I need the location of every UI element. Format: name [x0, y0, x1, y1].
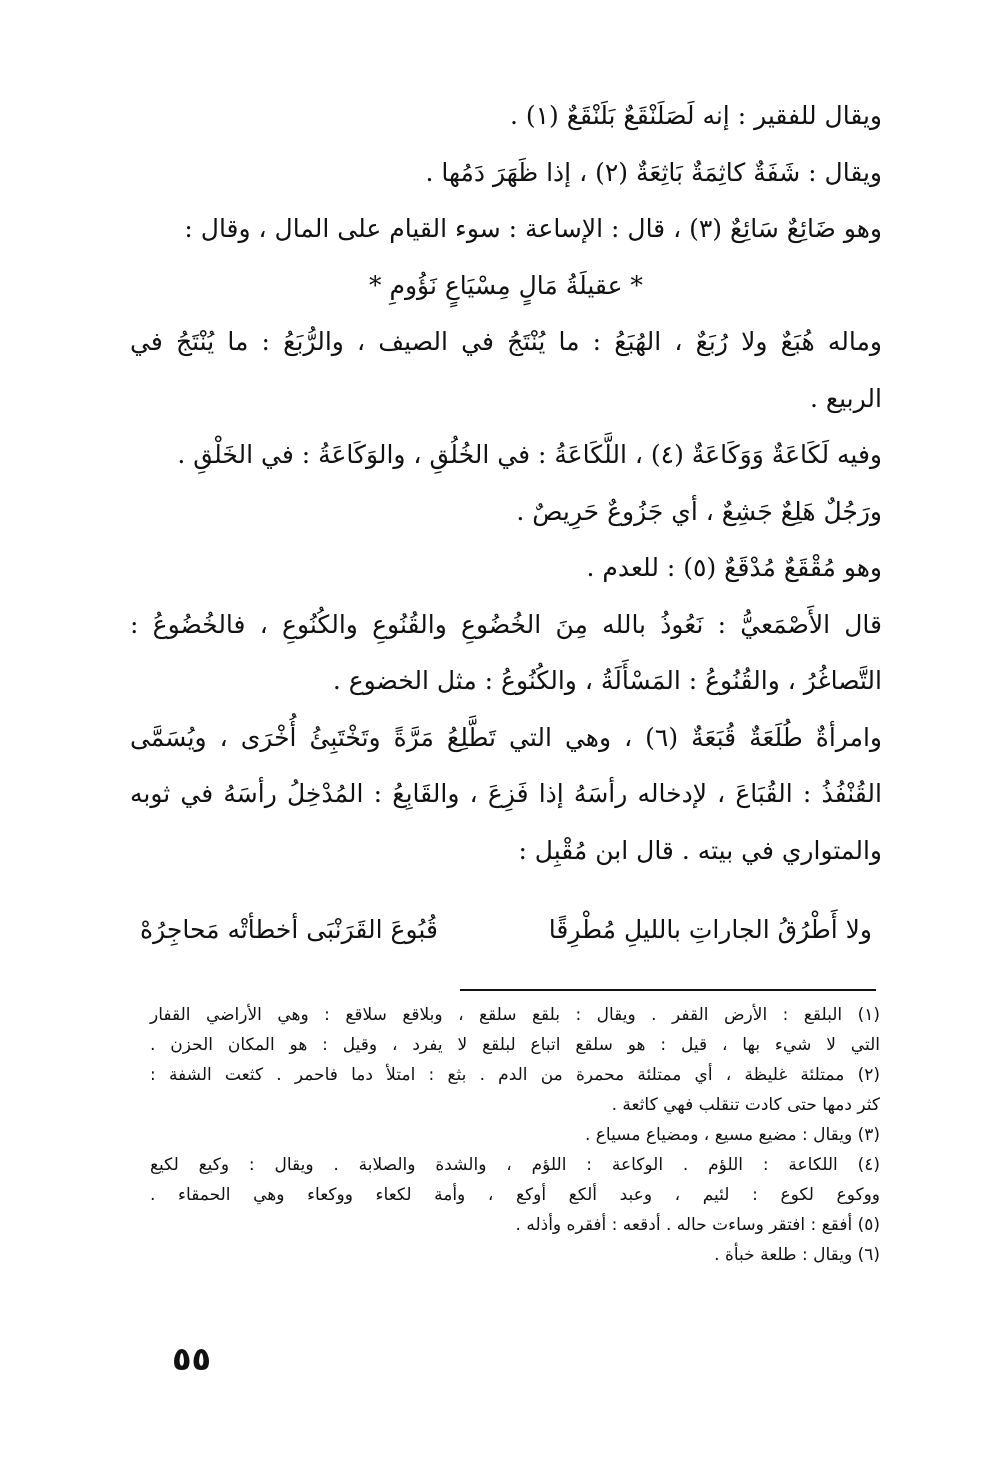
text-line: وهو ضَائِعٌ سَائِعٌ (٣) ، قال : الإساعة : سوء القيام على المال ، وقال :	[184, 214, 882, 243]
poem-verse	[130, 900, 882, 960]
text-line: وامرأةٌ طُلَعَةٌ قُبَعَةٌ (٦) ، وهي التي تَطَّلِعُ مَرَّةً وتَخْتَبِئُ أُخْرَى ، ويُسَمَّى	[130, 722, 882, 752]
verse-first-hemistich: ولا أَطْرُقُ الجاراتِ بالليلِ مُطْرِقًا	[548, 915, 872, 944]
text-line: وماله هُبَعٌ ولا رُبَعٌ ، الهُبَعُ : ما يُنْتَجُ في الصيف ، والرُّبَعُ : ما يُنْتَجُ في	[130, 327, 882, 356]
verse-line: * عقيلَةُ مَالٍ مِسْيَاعٍ نَؤُومِ *	[369, 270, 643, 300]
text-line: قال الأَصْمَعيُّ : نَعُوذُ بالله مِنَ الخُضُوعِ والقُنُوعِ والكُنُوعِ ، فالخُضُوعُ :	[130, 609, 882, 639]
text-line: الربيع .	[809, 383, 882, 413]
text-line: ورَجُلٌ هَلِعٌ جَشِعٌ ، أي جَزُوعٌ حَرِيصٌ .	[516, 496, 882, 526]
text-line: القُنْفُذُ : القُبَاعَ ، لإدخاله رأسَهُ إذا فَزِعَ ، والقَابِعُ : المُدْخِلُ رأسَهُ في ثوبه	[130, 779, 882, 808]
footnote-line: (٣) ويقال : مضيع مسيع ، ومضياع مسياع .	[584, 1125, 880, 1145]
footnote-separator	[460, 989, 876, 991]
footnote-line: التي لا شيء بها ، قيل : هو سلقع اتباع لبلقع لا يفرد ، وقيل : هو المكان الحزن .	[150, 1035, 880, 1055]
footnote-line: ووكوع لكوع : لئيم ، وعبد ألكع أوكع ، وأمة لكعاء ووكعاء وهي الحمقاء .	[150, 1185, 880, 1205]
footnote-line: كثر دمها حتى كادت تنقلب فهي كاثعة .	[611, 1095, 880, 1115]
footnote-line: (٤) اللكاعة : اللؤم . الوكاعة : اللؤم ، والشدة والصلابة . ويقال : وكيع لكيع	[150, 1155, 880, 1175]
footnote-line: (٦) ويقال : طلعة خبأة .	[714, 1245, 880, 1265]
footnote-line: (٥) أفقع : افتقر وساءت حاله . أدقعه : أفقره وأذله .	[515, 1215, 880, 1235]
text-line: ويقال : شَفَةٌ كاثِمَةٌ بَاثِعَةٌ (٢) ، إذا ظَهَرَ دَمُها .	[425, 157, 882, 187]
page-number: ٥٥	[172, 1340, 212, 1378]
text-line: التَّصاغُرُ ، والقُنُوعُ : المَسْأَلَةُ ، والكُنُوعُ : مثل الخضوع .	[332, 666, 882, 695]
main-text-block	[130, 88, 882, 879]
text-line: وفيه لَكَاعَةٌ وَوَكَاعَةٌ (٤) ، اللَّكَاعَةُ : في الخُلُقِ ، والوَكَاعَةُ : في الخَلْقِ .	[177, 440, 882, 469]
text-line: والمتواري في بيته . قال ابن مُقْبِل :	[518, 835, 882, 865]
text-line: ويقال للفقير : إنه لَصَلَنْقَعٌ بَلَنْقَعٌ (١) .	[509, 101, 882, 130]
footnote-line: (٢) ممتلئة غليظة ، أي ممتلئة محمرة من الدم . بثع : امتلأ دما فاحمر . كثعت الشفة :	[150, 1065, 880, 1085]
verse-second-hemistich: قُبُوعَ القَرَنْبَى أخطأتْه مَحاجِرُهْ	[140, 915, 438, 944]
footnote-line: (١) البلقع : الأرض القفر . ويقال : بلقع سلقع ، وبلاقع سلاقع : وهي الأراضي القفار	[150, 1005, 880, 1025]
text-line: وهو مُقْقَعٌ مُدْقَعٌ (٥) : للعدم .	[586, 553, 882, 582]
footnotes-block	[150, 1000, 880, 1270]
